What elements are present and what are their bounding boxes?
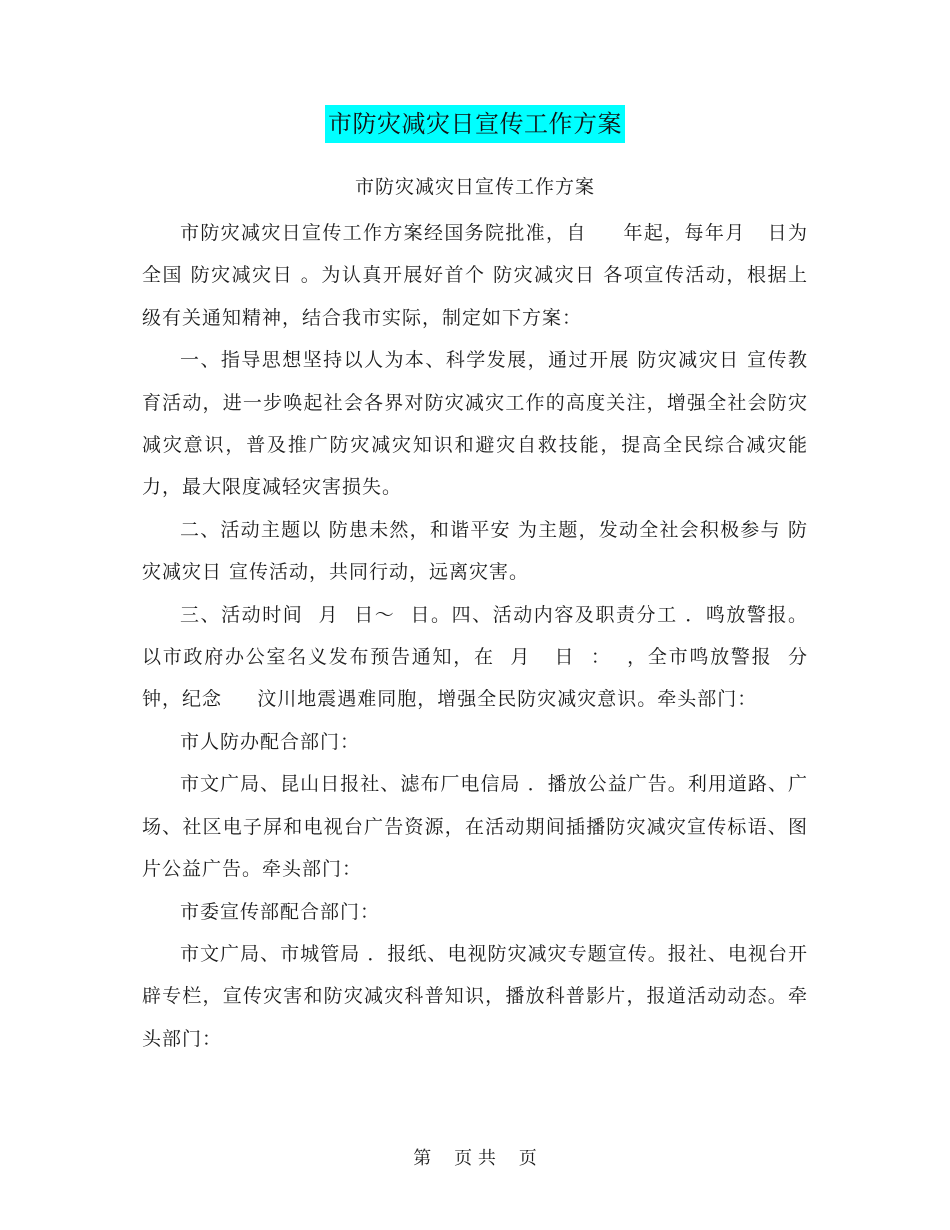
paragraph-public-ads: 市文广局、昆山日报社、滤布厂电信局 ．播放公益广告。利用道路、广场、社区电子屏和电视台广告资源，在活动期间插播防灾减灾宣传标语、图片公益广告。牵头部门：: [142, 773, 808, 881]
paragraph-media-coverage: 市文广局、市城管局 ．报纸、电视防灾减灾专题宣传。报社、电视台开辟专栏，宣传灾害和防灾减灾科普知识，播放科普影片，报道活动动态。牵头部门：: [142, 942, 808, 1050]
paragraph-propaganda-dept: 市委宣传部配合部门：: [180, 900, 381, 923]
paragraph-civil-defense: 市人防办配合部门：: [180, 730, 361, 753]
title-row: [0, 105, 950, 143]
paragraph-guiding-ideology: 一、指导思想坚持以人为本、科学发展，通过开展 防灾减灾日 宣传教育活动，进一步唤起社会各界对防灾减灾工作的高度关注，增强全社会防灾减灾意识，普及推广防灾减灾知识和避灾自救技能，提高全民综合减灾能力，最大限度减轻灾害损失。: [142, 349, 808, 499]
document-title: 市防灾减灾日宣传工作方案: [325, 105, 625, 143]
paragraph-intro: 市防灾减灾日宣传工作方案经国务院批准，自 年起，每年月 日为全国 防灾减灾日 。为认真开展好首个 防灾减灾日 各项宣传活动，根据上级有关通知精神，结合我市实际，制定如下方案：: [142, 222, 808, 329]
paragraph-time-and-content: 三、活动时间 月 日～ 日。四、活动内容及职责分工 ．鸣放警报。以市政府办公室名义发布预告通知，在 月 日 ： ，全市鸣放警报 分钟，纪念 汶川地震遇难同胞，增强全民防灾减灾意识。牵头部门：: [142, 603, 808, 711]
page-footer: 第 页 共 页: [413, 1148, 537, 1169]
document-subtitle: 市防灾减灾日宣传工作方案: [354, 176, 595, 198]
document-body: [142, 212, 808, 1060]
paragraph-theme: 二、活动主题以 防患未然，和谐平安 为主题，发动全社会积极参与 防灾减灾日 宣传活动，共同行动，远离灾害。: [142, 518, 808, 584]
